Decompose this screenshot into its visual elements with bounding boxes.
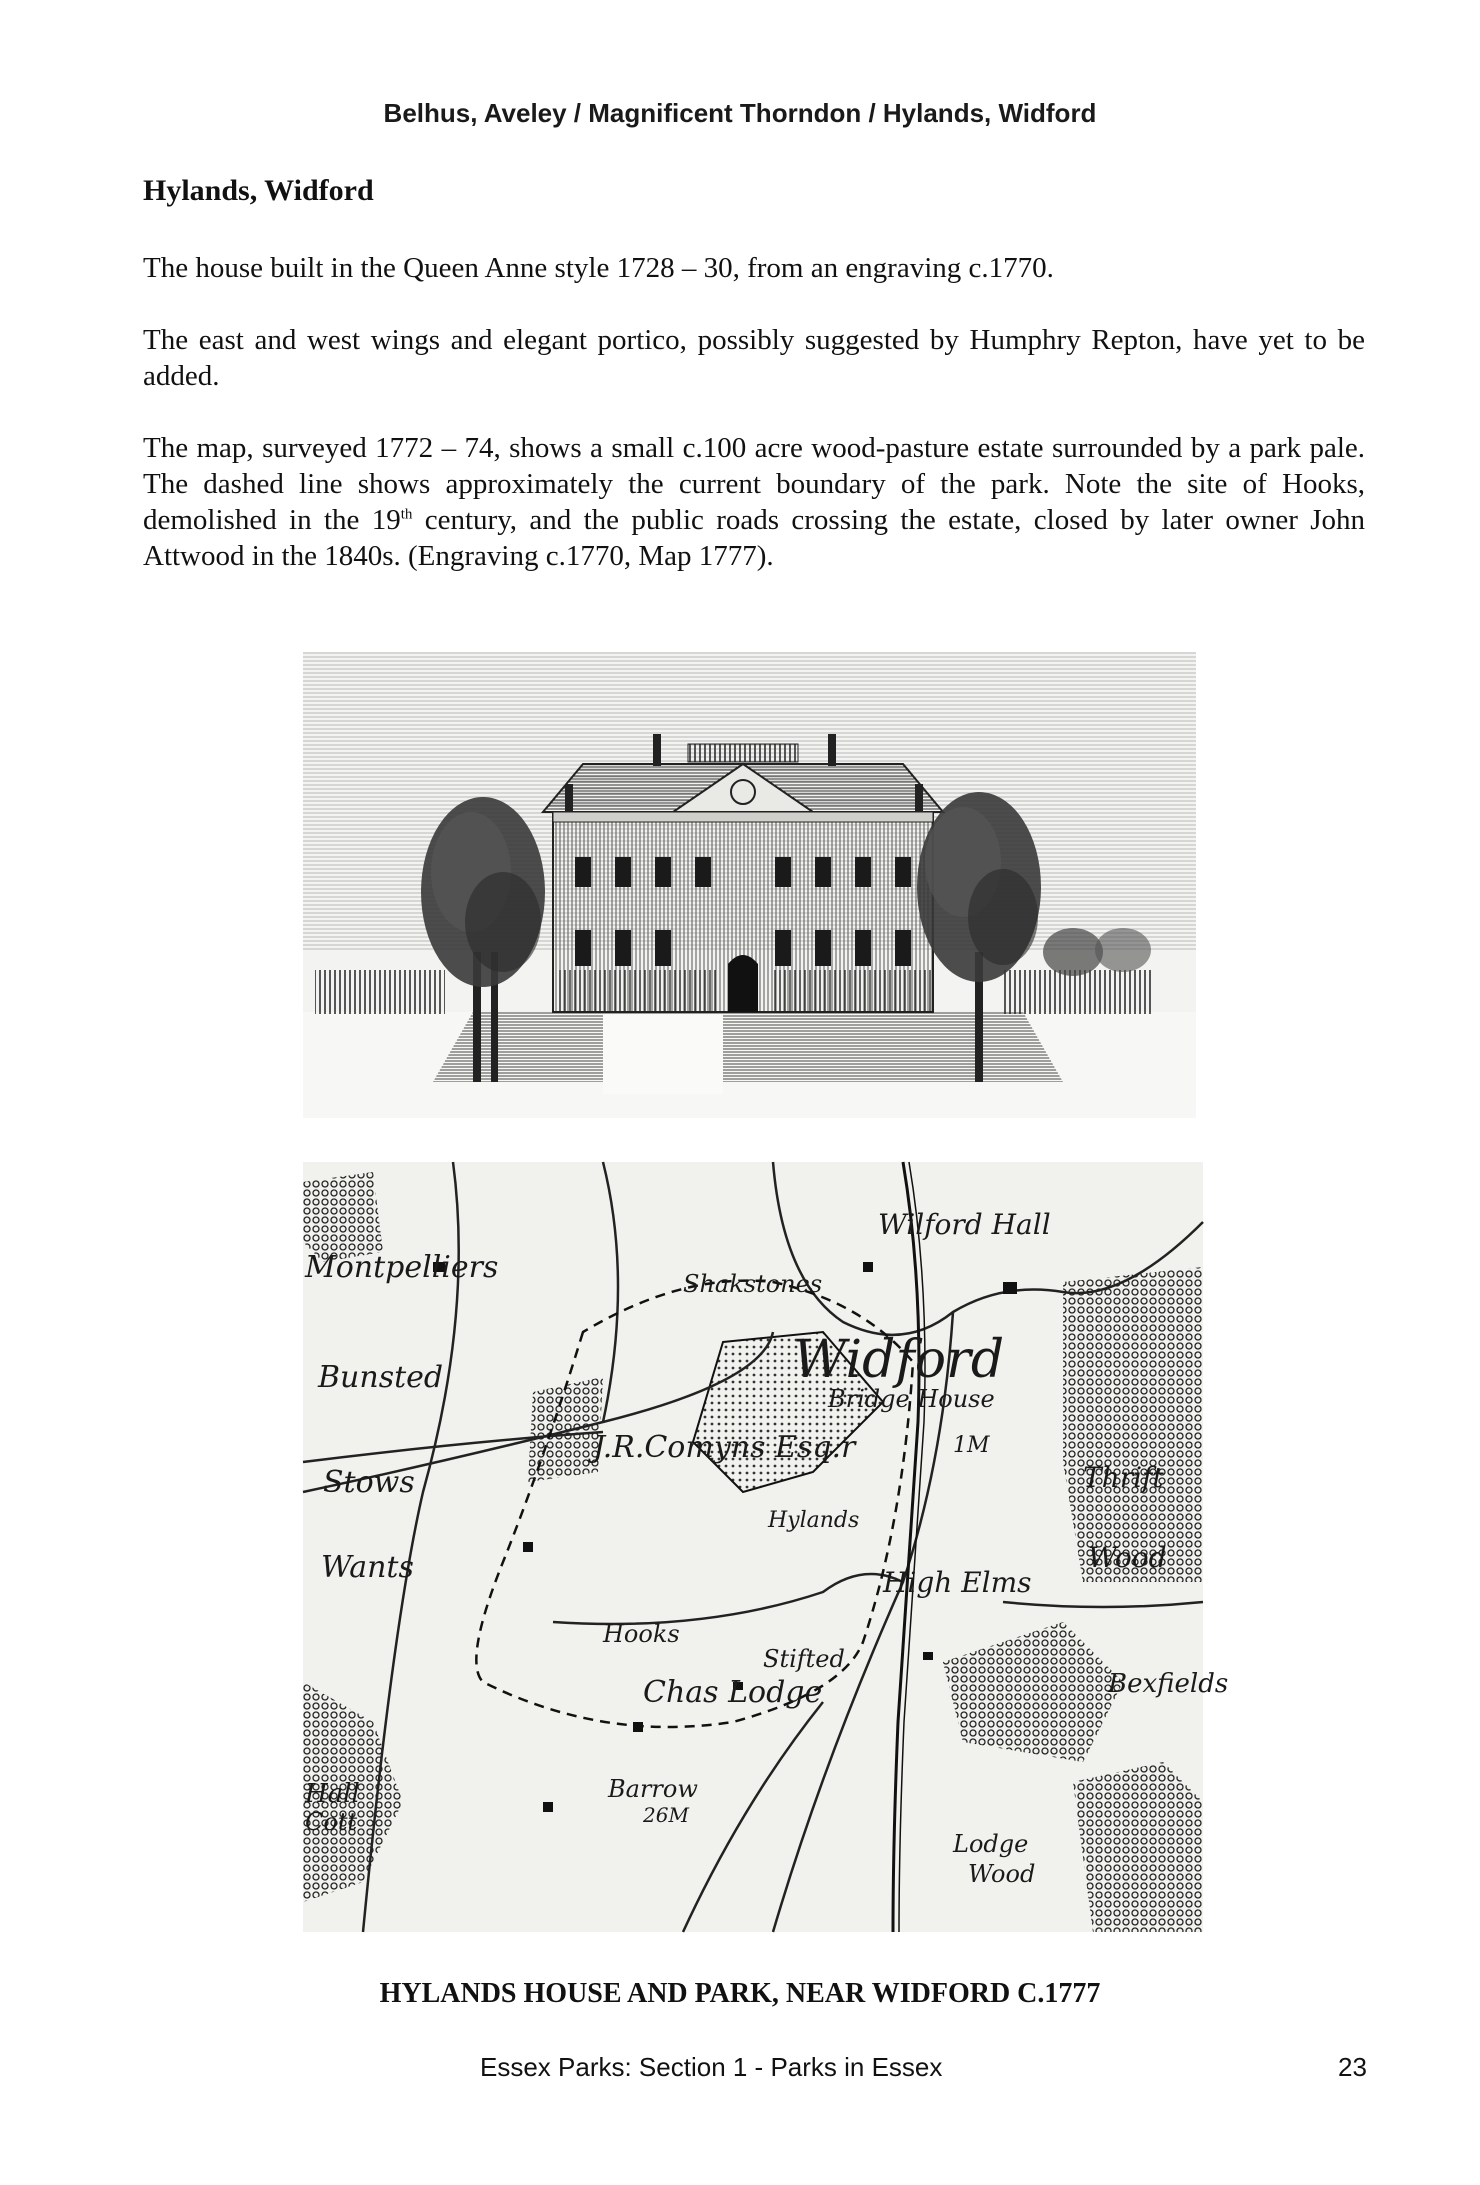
figure-caption: HYLANDS HOUSE AND PARK, NEAR WIDFORD C.1777 — [379, 1978, 1101, 2009]
map-label-montpelliers: Montpelliers — [305, 1250, 499, 1285]
map-label-26m: 26M — [643, 1803, 689, 1827]
map-label-bridge-house: Bridge House — [828, 1385, 995, 1413]
page-number: 23 — [1338, 2052, 1367, 2082]
house — [543, 734, 943, 1012]
map-label-wood: Wood — [1088, 1541, 1167, 1574]
paragraph-house-style: The house built in the Queen Anne style 1728 – 30, from an engraving c.1770. — [143, 252, 1054, 284]
house-engraving-drawing — [303, 652, 1196, 1118]
map-label-bexfields: Bexfields — [1108, 1669, 1229, 1699]
map-label-hylands: Hylands — [768, 1508, 860, 1533]
house-engraving — [303, 652, 1196, 1118]
map-label-wants: Wants — [321, 1550, 414, 1585]
map-label-jr-comyns: J.R.Comyns Esq.r — [593, 1430, 856, 1465]
paragraph-wings: The east and west wings and elegant portico, possibly suggested by Humphry Repton, have yet to be added. — [143, 324, 1365, 392]
paragraph-map-description — [143, 430, 1365, 574]
running-header: Belhus, Aveley / Magnificent Thorndon / Hylands, Widford — [383, 98, 1097, 128]
map-label-lodge: Lodge — [953, 1830, 1029, 1858]
paragraph-map-text-b: century, and the public roads crossing the estate, closed by later owner John Attwood in the 1840s. (Engraving c.1770, Map 1777). — [143, 504, 1365, 572]
map-label-hooks: Hooks — [603, 1620, 680, 1648]
map-label-wilford-hall: Wilford Hall — [878, 1208, 1051, 1241]
paragraph-map-text-a: The map, surveyed 1772 – 74, shows a small c.100 acre wood-pasture estate surrounded by a park pale. The dashed line shows approximately the current boundary of the park. Note the site of Hooks, demolished in the 19 — [143, 432, 1365, 536]
map-label-stows: Stows — [323, 1465, 415, 1500]
superscript-th: th — [400, 506, 413, 523]
footer-title: Essex Parks: Section 1 - Parks in Essex — [480, 2052, 943, 2082]
map-label-hall: Hall — [305, 1779, 360, 1809]
map-label-cott: Cott — [305, 1808, 358, 1836]
map-label-bunsted: Bunsted — [318, 1360, 444, 1395]
map-label-1m: 1M — [953, 1433, 990, 1458]
map-label-widford: Widford — [793, 1330, 1005, 1390]
estate-map — [303, 1162, 1229, 1932]
estate-map-drawing — [303, 1162, 1229, 1932]
map-label-stifted: Stifted — [763, 1645, 845, 1673]
map-label-chase-lodge: Chas Lodge — [643, 1675, 823, 1710]
map-label-barrow: Barrow — [608, 1775, 698, 1803]
section-title: Hylands, Widford — [143, 174, 374, 207]
map-label-thrift: Thrift — [1083, 1461, 1164, 1494]
map-label-shakstones: Shakstones — [683, 1270, 823, 1298]
map-label-lodge-wood: Wood — [968, 1860, 1036, 1888]
map-label-high-elms: High Elms — [883, 1566, 1032, 1599]
